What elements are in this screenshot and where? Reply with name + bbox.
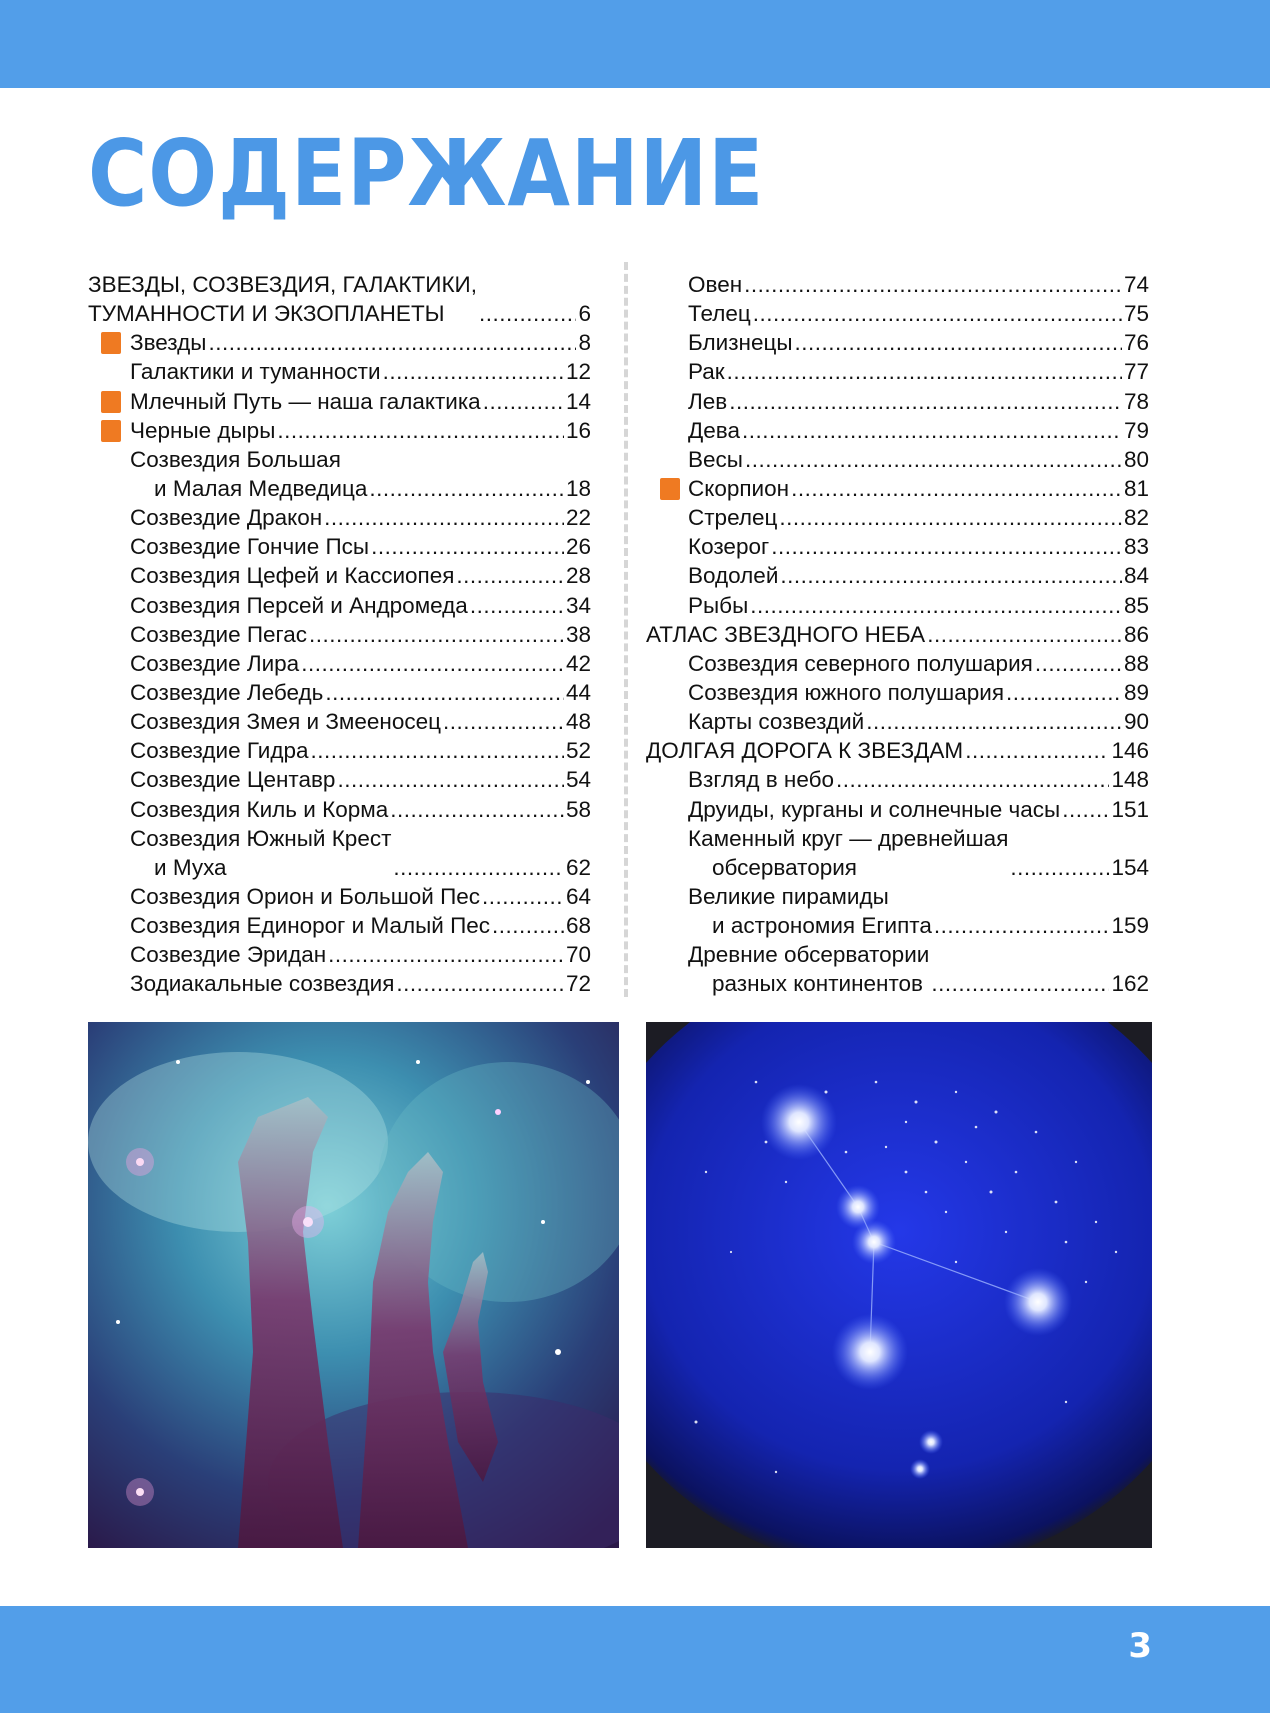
toc-entry-label: АТЛАС ЗВЕЗДНОГО НЕБА <box>646 621 926 647</box>
toc-entry-label: Млечный Путь — наша галактика <box>130 388 481 414</box>
toc-entry-label: Созвездие Эридан <box>130 942 327 968</box>
toc-entry <box>88 561 591 590</box>
toc-entry-label: Каменный круг — древнейшая обсерватория <box>688 825 1009 880</box>
toc-leader-dots <box>866 707 1122 736</box>
toc-entry <box>88 503 591 532</box>
toc-entry <box>646 357 1149 386</box>
toc-leader-dots <box>729 387 1122 416</box>
toc-entry-label: Звезды <box>130 330 207 356</box>
toc-entry <box>646 474 1149 503</box>
toc-entry <box>646 765 1149 794</box>
toc-leader-dots <box>208 328 576 357</box>
toc-page-number: 18 <box>565 476 591 501</box>
toc-page-number: 82 <box>1123 505 1149 531</box>
toc-leader-dots <box>1006 678 1122 707</box>
toc-page-number: 38 <box>565 621 591 647</box>
toc-page-number: 54 <box>565 767 591 793</box>
toc-entry-label: Созвездия Большая и Малая Медведица <box>130 446 368 501</box>
ar-badge-icon <box>101 332 121 354</box>
toc-entry-label: Созвездие Центавр <box>130 767 336 793</box>
toc-leader-dots <box>1010 853 1109 882</box>
toc-page-number: 52 <box>565 738 591 764</box>
toc-leader-dots <box>443 707 564 736</box>
toc-entry-label: Стрелец <box>688 505 778 531</box>
toc-leader-dots <box>934 911 1110 940</box>
toc-entry-label: Созвездие Пегас <box>130 621 307 647</box>
toc-leader-dots <box>337 765 564 794</box>
toc-page-number: 159 <box>1111 913 1149 939</box>
toc-leader-dots <box>309 620 564 649</box>
toc-entry <box>88 270 591 328</box>
toc-entry <box>88 357 591 386</box>
toc-page-number: 74 <box>1123 271 1149 297</box>
toc-entry-label: Взгляд в небо <box>688 767 835 793</box>
toc-entry <box>646 328 1149 357</box>
toc-entry <box>646 445 1149 474</box>
toc-entry-label: Созвездие Гончие Псы <box>130 534 370 560</box>
toc-entry <box>88 707 591 736</box>
toc-entry <box>646 707 1149 736</box>
toc-entry-label: Великие пирамиды и астрономия Египта <box>688 883 932 939</box>
toc-entry-label: Созвездия северного полушария <box>688 650 1033 676</box>
toc-leader-dots <box>325 678 564 707</box>
toc-entry <box>88 620 591 649</box>
toc-leader-dots <box>390 795 564 824</box>
toc-leader-dots <box>965 736 1109 765</box>
toc-entry <box>88 416 591 445</box>
toc-entry-label: Дева <box>688 417 740 443</box>
toc-page-number: 75 <box>1123 301 1149 327</box>
toc-entry-label: Созвездие Дракон <box>130 505 323 531</box>
toc-entry-label: Созвездия Персей и Андромеда <box>130 592 468 618</box>
toc-entry <box>646 416 1149 445</box>
toc-page-number: 88 <box>1123 650 1149 676</box>
toc-page-number: 28 <box>565 563 591 589</box>
toc-entry <box>88 445 591 503</box>
toc-leader-dots <box>795 328 1122 357</box>
toc-leader-dots <box>727 357 1122 386</box>
toc-entry-label: Скорпион <box>688 475 790 501</box>
toc-left-column <box>88 270 591 999</box>
toc-leader-dots <box>396 969 564 998</box>
toc-entry <box>88 969 591 998</box>
toc-page-number: 148 <box>1111 767 1149 793</box>
toc-leader-dots <box>742 416 1122 445</box>
toc-leader-dots <box>1062 795 1109 824</box>
toc-page-number: 151 <box>1111 796 1149 822</box>
toc-page-number: 85 <box>1123 592 1149 618</box>
toc-leader-dots <box>470 591 564 620</box>
toc-entry <box>646 795 1149 824</box>
toc-entry-label: Созвездия Единорог и Малый Пес <box>130 913 491 939</box>
toc-leader-dots <box>371 532 564 561</box>
toc-entry-label: Созвездие Лебедь <box>130 679 324 705</box>
toc-entry-label: Телец <box>688 301 751 327</box>
toc-entry <box>88 765 591 794</box>
toc-leader-dots <box>744 270 1122 299</box>
toc-entry-label: ЗВЕЗДЫ, СОЗВЕЗДИЯ, ГАЛАКТИКИ, ТУМАННОСТИ И ЭКЗОПЛАНЕТЫ <box>88 271 477 327</box>
toc-entry-label: Древние обсерватории разных континентов <box>688 942 930 997</box>
toc-entry <box>646 824 1149 882</box>
toc-entry <box>88 882 591 911</box>
toc-leader-dots <box>750 591 1122 620</box>
toc-entry-label: Карты созвездий <box>688 709 865 735</box>
toc-leader-dots <box>492 911 564 940</box>
toc-leader-dots <box>456 561 564 590</box>
column-divider <box>624 262 628 997</box>
toc-page-number: 62 <box>565 854 591 880</box>
toc-entry-label: Черные дыры <box>130 417 276 443</box>
toc-leader-dots <box>479 299 577 328</box>
nebula-photo <box>88 1022 619 1548</box>
toc-leader-dots <box>780 561 1122 590</box>
toc-leader-dots <box>745 445 1122 474</box>
toc-entry-label: Рыбы <box>688 592 749 618</box>
toc-leader-dots <box>753 299 1122 328</box>
toc-leader-dots <box>482 882 564 911</box>
toc-page-number: 76 <box>1123 330 1149 356</box>
toc-entry <box>88 911 591 940</box>
constellation-photo <box>646 1022 1152 1548</box>
toc-entry-label: ДОЛГАЯ ДОРОГА К ЗВЕЗДАМ <box>646 738 964 764</box>
toc-leader-dots <box>931 969 1109 998</box>
toc-leader-dots <box>927 620 1122 649</box>
toc-page-number: 14 <box>565 388 591 414</box>
toc-page-number: 64 <box>565 883 591 909</box>
toc-page-number: 154 <box>1111 854 1149 880</box>
toc-entry-label: Созвездие Гидра <box>130 738 309 764</box>
toc-leader-dots <box>771 532 1122 561</box>
toc-entry <box>646 532 1149 561</box>
toc-entry <box>646 591 1149 620</box>
toc-page-number: 80 <box>1123 446 1149 472</box>
toc-entry <box>88 940 591 969</box>
toc-entry <box>88 795 591 824</box>
toc-entry <box>646 940 1149 998</box>
toc-entry <box>88 649 591 678</box>
toc-leader-dots <box>369 474 564 503</box>
toc-page-number: 6 <box>578 301 591 327</box>
toc-page-number: 79 <box>1123 417 1149 443</box>
toc-leader-dots <box>328 940 564 969</box>
toc-entry-label: Друиды, курганы и солнечные часы <box>688 796 1061 822</box>
toc-leader-dots <box>324 503 564 532</box>
toc-page-number: 83 <box>1123 534 1149 560</box>
toc-page-number: 86 <box>1123 621 1149 647</box>
toc-entry <box>88 387 591 416</box>
toc-entry-label: Овен <box>688 271 743 297</box>
toc-page-number: 58 <box>565 796 591 822</box>
toc-entry <box>646 678 1149 707</box>
toc-page-number: 81 <box>1123 475 1149 501</box>
toc-entry <box>646 299 1149 328</box>
toc-leader-dots <box>301 649 564 678</box>
toc-entry <box>88 824 591 882</box>
toc-page-number: 146 <box>1111 738 1149 764</box>
toc-page-number: 22 <box>565 505 591 531</box>
toc-page-number: 8 <box>578 330 591 356</box>
toc-leader-dots <box>779 503 1122 532</box>
toc-entry-label: Весы <box>688 446 743 472</box>
ar-badge-icon <box>101 391 121 413</box>
toc-entry-label: Козерог <box>688 534 770 560</box>
page-title: СОДЕРЖАНИЕ <box>88 120 765 227</box>
toc-leader-dots <box>393 853 564 882</box>
toc-page-number: 26 <box>565 534 591 560</box>
toc-entry-label: Созвездия Змея и Змееносец <box>130 709 442 735</box>
toc-page-number: 72 <box>565 971 591 997</box>
toc-page-number: 44 <box>565 679 591 705</box>
toc-entry <box>646 620 1149 649</box>
toc-entry <box>646 387 1149 416</box>
toc-page-number: 89 <box>1123 679 1149 705</box>
toc-entry-label: Созвездия Киль и Корма <box>130 796 389 822</box>
toc-page-number: 162 <box>1111 971 1149 997</box>
toc-entry-label: Зодиакальные созвездия <box>130 971 395 997</box>
toc-leader-dots <box>1035 649 1122 678</box>
toc-entry-label: Созвездия Цефей и Кассиопея <box>130 563 455 589</box>
toc-entry <box>646 503 1149 532</box>
toc-entry <box>88 328 591 357</box>
toc-leader-dots <box>483 387 564 416</box>
toc-page-number: 84 <box>1123 563 1149 589</box>
toc-page-number: 90 <box>1123 709 1149 735</box>
toc-entry-label: Созвездия Южный Крест и Муха <box>130 825 392 880</box>
toc-entry <box>646 736 1149 765</box>
toc-entry-label: Рак <box>688 359 725 385</box>
toc-leader-dots <box>277 416 564 445</box>
bottom-color-bar <box>0 1606 1270 1713</box>
ar-badge-icon <box>101 420 121 442</box>
toc-entry <box>88 678 591 707</box>
toc-entry <box>646 270 1149 299</box>
toc-page-number: 34 <box>565 592 591 618</box>
toc-entry-label: Созвездия Орион и Большой Пес <box>130 883 481 909</box>
toc-entry-label: Лев <box>688 388 728 414</box>
toc-entry <box>646 882 1149 940</box>
toc-page-number: 12 <box>565 359 591 385</box>
toc-leader-dots <box>310 736 563 765</box>
toc-entry-label: Созвездие Лира <box>130 650 300 676</box>
toc-leader-dots <box>383 357 564 386</box>
toc-entry <box>646 649 1149 678</box>
toc-page-number: 42 <box>565 650 591 676</box>
page-number: 3 <box>1128 1626 1152 1666</box>
toc-entry-label: Водолей <box>688 563 779 589</box>
toc-page-number: 70 <box>565 942 591 968</box>
toc-entry <box>646 561 1149 590</box>
top-color-bar <box>0 0 1270 88</box>
toc-leader-dots <box>836 765 1109 794</box>
toc-entry-label: Близнецы <box>688 330 793 356</box>
toc-page-number: 77 <box>1123 359 1149 385</box>
toc-entry <box>88 591 591 620</box>
toc-entry <box>88 532 591 561</box>
toc-page-number: 78 <box>1123 388 1149 414</box>
ar-badge-icon <box>660 478 680 500</box>
toc-right-column <box>646 270 1149 999</box>
toc-page-number: 48 <box>565 709 591 735</box>
toc-entry <box>88 736 591 765</box>
toc-page-number: 16 <box>565 417 591 443</box>
toc-page-number: 68 <box>565 913 591 939</box>
toc-entry-label: Созвездия южного полушария <box>688 679 1004 705</box>
toc-entry-label: Галактики и туманности <box>130 359 381 385</box>
toc-leader-dots <box>791 474 1122 503</box>
